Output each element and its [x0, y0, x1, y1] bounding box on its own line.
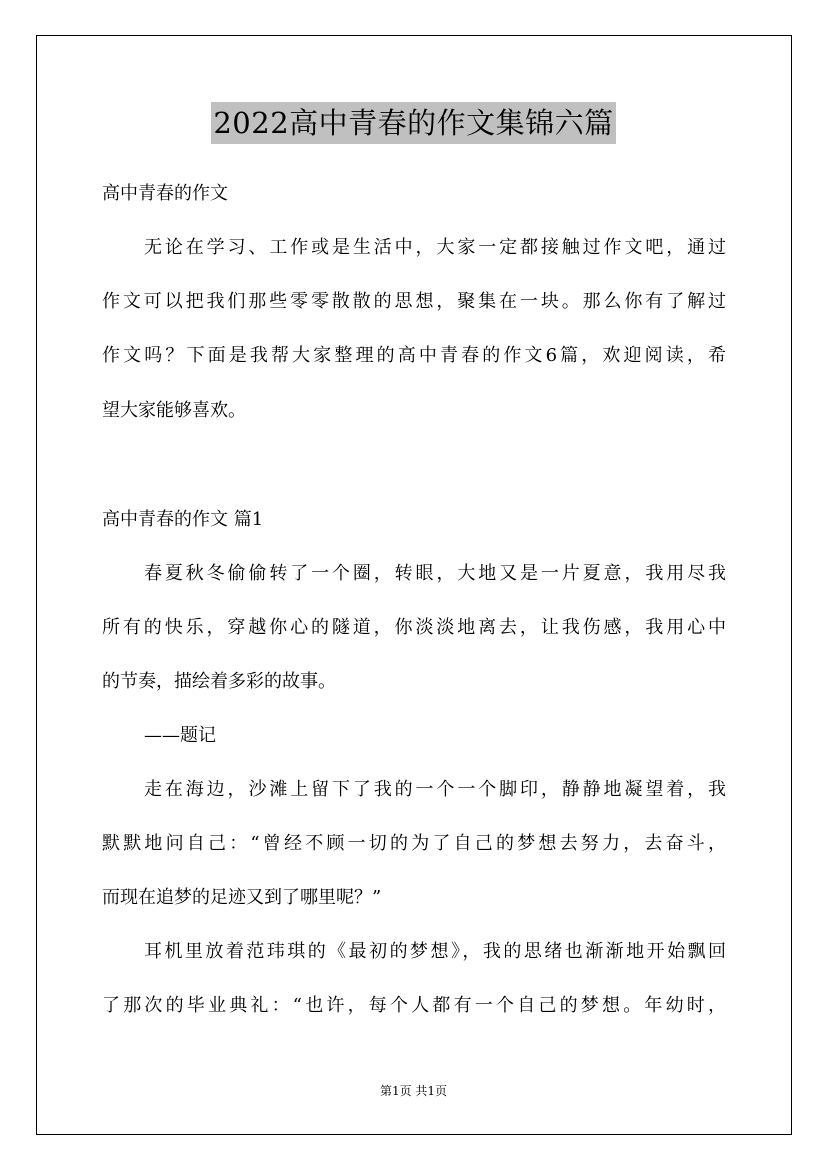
title-container	[0, 102, 827, 144]
intro-line-4: 望大家能够喜欢。	[102, 400, 246, 421]
intro-line-1: 无论在学习、工作或是生活中，大家一定都接触过作文吧，通过	[144, 237, 726, 258]
document-title: 2022高中青春的作文集锦六篇	[211, 102, 615, 144]
intro-line-3: 作文吗？下面是我帮大家整理的高中青春的作文6篇，欢迎阅读，希	[102, 345, 726, 366]
section-line-3: 的节奏，描绘着多彩的故事。	[102, 671, 336, 692]
section-line-5: 走在海边，沙滩上留下了我的一个一个脚印，静静地凝望着，我	[144, 779, 726, 800]
section-line-6: 默默地问自己：“曾经不顾一切的为了自己的梦想去努力，去奋斗，	[102, 833, 726, 854]
section-line-9: 了那次的毕业典礼：“也许，每个人都有一个自己的梦想。年幼时，	[102, 995, 726, 1016]
section-line-7: 而现在追梦的足迹又到了哪里呢？”	[102, 887, 382, 908]
epigraph-attribution: ——题记	[144, 725, 216, 746]
section-heading: 高中青春的作文 篇1	[102, 509, 264, 530]
section-line-8: 耳机里放着范玮琪的《最初的梦想》，我的思绪也渐渐地开始飘回	[144, 941, 726, 962]
section-line-2: 所有的快乐，穿越你心的隧道，你淡淡地离去，让我伤感，我用心中	[102, 617, 726, 638]
intro-line-2: 作文可以把我们那些零零散散的思想，聚集在一块。那么你有了解过	[102, 291, 726, 312]
section-line-1: 春夏秋冬偷偷转了一个圈，转眼，大地又是一片夏意，我用尽我	[144, 563, 726, 584]
page-footer: 第1页 共1页	[379, 1084, 448, 1098]
intro-heading: 高中青春的作文	[102, 183, 228, 204]
